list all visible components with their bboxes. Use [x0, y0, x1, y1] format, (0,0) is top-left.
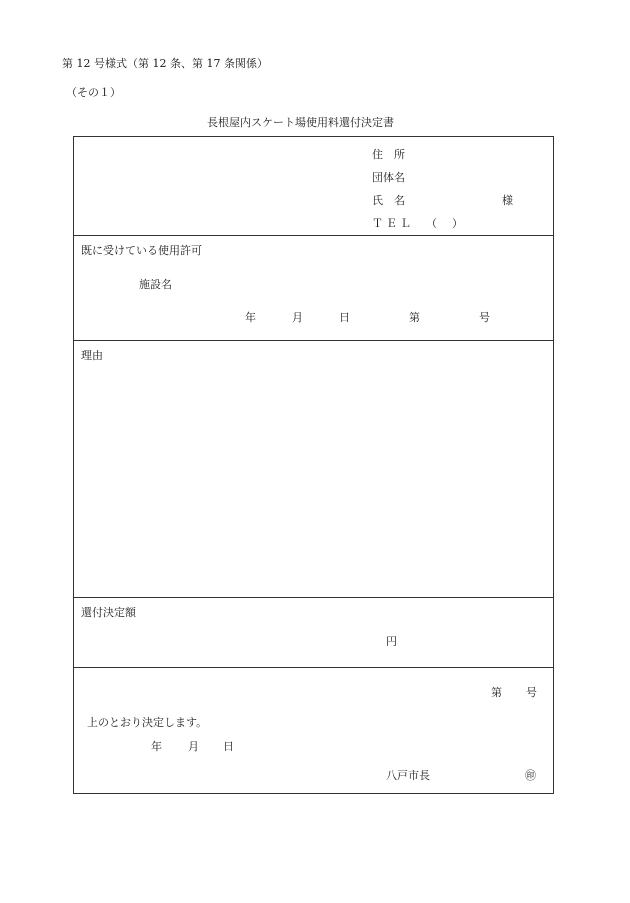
reason-section	[74, 341, 553, 598]
tel-paren-close: ）	[452, 217, 463, 230]
refund-decision-form	[73, 136, 554, 794]
refund-amount-heading: 還付決定額	[81, 606, 136, 619]
decision-no-suffix: 号	[526, 686, 537, 699]
tel-label: ＴＥＬ	[372, 217, 414, 230]
decision-year: 年	[151, 740, 162, 753]
permit-no-prefix: 第	[409, 311, 420, 324]
decision-no-prefix: 第	[491, 686, 502, 699]
tel-paren-open: （	[426, 217, 437, 230]
address-label: 住 所	[372, 148, 405, 161]
honorific-sama: 様	[502, 194, 513, 207]
permit-year: 年	[245, 311, 256, 324]
refund-amount-section	[74, 598, 553, 668]
permit-heading: 既に受けている使用許可	[81, 244, 202, 257]
decision-day: 日	[223, 740, 234, 753]
permit-no-suffix: 号	[479, 311, 490, 324]
permit-month: 月	[292, 311, 303, 324]
form-number: 第 12 号様式（第 12 条、第 17 条関係）	[62, 57, 268, 70]
decision-month: 月	[188, 740, 199, 753]
permit-day: 日	[339, 311, 350, 324]
decision-section	[74, 668, 553, 795]
yen-unit: 円	[386, 635, 397, 648]
facility-name-label: 施設名	[139, 278, 172, 291]
permit-section	[74, 236, 553, 341]
group-name-label: 団体名	[372, 171, 405, 184]
reason-heading: 理由	[81, 349, 103, 362]
applicant-section	[74, 137, 553, 236]
mayor-title: 八戸市長	[386, 769, 430, 782]
decision-statement: 上のとおり決定します。	[87, 716, 208, 729]
form-sub-number: （その１）	[66, 86, 121, 99]
name-label: 氏 名	[372, 194, 405, 207]
seal-mark: ㊞	[525, 769, 536, 782]
document-title: 長根屋内スケート場使用料還付決定書	[207, 116, 394, 129]
